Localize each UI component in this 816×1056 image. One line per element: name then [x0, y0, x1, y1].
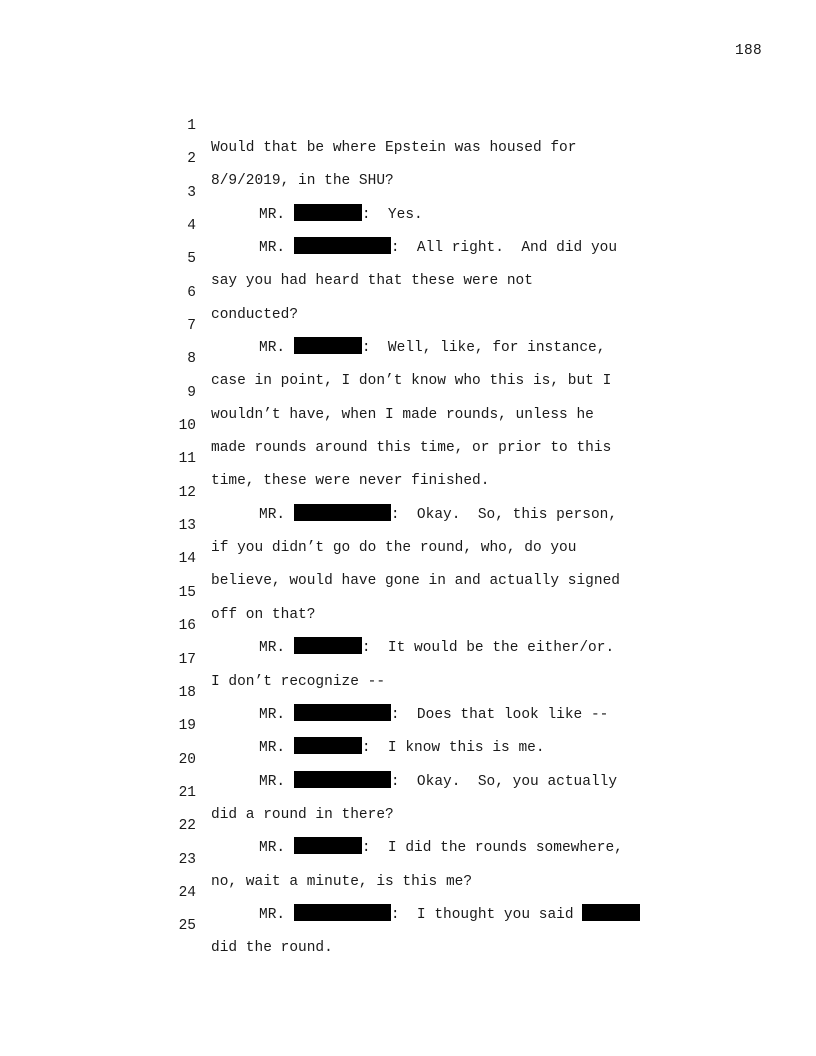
speaker-prefix: MR. [259, 740, 294, 757]
transcript-line-5 [0, 226, 816, 290]
transcript-line-13 [0, 493, 816, 557]
speech-text: : It would be the either/or. [361, 640, 615, 657]
transcript-line-14 [0, 526, 816, 590]
speaker-prefix: MR. [259, 640, 294, 657]
line-number: 12 [178, 484, 196, 501]
transcript-line-25 [0, 893, 816, 957]
transcript-line-24 [0, 860, 816, 923]
line-text: if you didn’t go do the round, who, do you [211, 540, 577, 557]
speaker-prefix: MR. [259, 240, 294, 257]
transcript-line-22 [0, 793, 816, 857]
speech-text: : All right. And did you [390, 240, 618, 257]
speaker-prefix: MR. [259, 773, 294, 790]
line-number: 16 [178, 618, 196, 635]
transcript-line-8 [0, 326, 816, 390]
line-number: 11 [178, 451, 196, 468]
line-number: 21 [178, 784, 196, 801]
line-text: believe, would have gone in and actually signed [211, 573, 620, 590]
line-number: 19 [178, 718, 196, 735]
transcript-line-12 [0, 460, 816, 523]
speaker-prefix: MR. [259, 906, 294, 923]
transcript-line-20 [0, 727, 816, 790]
line-number: 9 [187, 384, 196, 401]
transcript-line-19 [0, 693, 816, 757]
line-text: made rounds around this time, or prior to this [211, 440, 612, 457]
line-text: say you had heard that these were not [211, 273, 533, 290]
line-number: 17 [178, 651, 196, 668]
speaker-prefix: MR. [259, 506, 294, 523]
speech-text: : Well, like, for instance, [361, 340, 606, 357]
line-number: 13 [178, 518, 196, 535]
line-text: Would that be where Epstein was housed for [211, 140, 577, 156]
transcript-line-17 [0, 627, 816, 690]
line-number: 3 [187, 184, 196, 201]
speaker-prefix: MR. [259, 206, 294, 223]
speech-text: : Does that look like -- [390, 706, 609, 723]
line-number: 2 [187, 151, 196, 168]
line-number: 18 [178, 684, 196, 701]
transcript-line-18 [0, 660, 816, 723]
transcript-line-10 [0, 393, 816, 457]
line-number: 7 [187, 318, 196, 335]
line-number: 1 [187, 118, 196, 134]
line-number: 8 [187, 351, 196, 368]
page-number: 188 [734, 43, 762, 59]
transcript-line-1 [0, 93, 816, 156]
line-text: conducted? [211, 306, 299, 323]
line-number: 22 [178, 818, 196, 835]
transcript-line-2 [0, 126, 816, 190]
transcript-line-11 [0, 426, 816, 490]
speaker-prefix: MR. [259, 840, 294, 857]
speaker-prefix: MR. [259, 340, 294, 357]
speech-text: : Okay. So, you actually [390, 773, 618, 790]
speech-text: : I did the rounds somewhere, [361, 840, 623, 857]
transcript-line-9 [0, 360, 816, 423]
line-number: 6 [187, 284, 196, 301]
line-text: 8/9/2019, in the SHU? [211, 173, 394, 190]
transcript-line-16 [0, 593, 816, 657]
transcript-line-7 [0, 293, 816, 357]
line-text: time, these were never finished. [211, 473, 490, 490]
transcript-line-4 [0, 193, 816, 257]
speech-text: : Yes. [361, 206, 423, 223]
line-text: case in point, I don’t know who this is, but I [211, 373, 612, 390]
speech-text: : I thought you said [390, 906, 583, 923]
line-text: wouldn’t have, when I made rounds, unless he [211, 406, 594, 423]
transcript-line-15 [0, 560, 816, 623]
line-text: off on that? [211, 606, 316, 623]
line-text: no, wait a minute, is this me? [211, 873, 473, 890]
line-number: 25 [178, 918, 196, 935]
transcript-line-21 [0, 760, 816, 823]
speech-text: : I know this is me. [361, 740, 545, 757]
line-number: 24 [178, 884, 196, 901]
line-number: 15 [178, 584, 196, 601]
line-number: 14 [178, 551, 196, 568]
line-number: 10 [178, 418, 196, 435]
line-text: did a round in there? [211, 806, 394, 823]
line-number: 20 [178, 751, 196, 768]
speech-text: : Okay. So, this person, [390, 506, 618, 523]
line-text: I don’t recognize -- [211, 673, 386, 690]
line-number: 4 [187, 218, 196, 235]
speaker-prefix: MR. [259, 706, 294, 723]
line-text: did the round. [211, 940, 333, 957]
line-number: 23 [178, 851, 196, 868]
transcript-body [0, 93, 816, 957]
transcript-line-6 [0, 260, 816, 323]
transcript-line-23 [0, 827, 816, 890]
transcript-line-3 [0, 160, 816, 223]
line-number: 5 [187, 251, 196, 268]
